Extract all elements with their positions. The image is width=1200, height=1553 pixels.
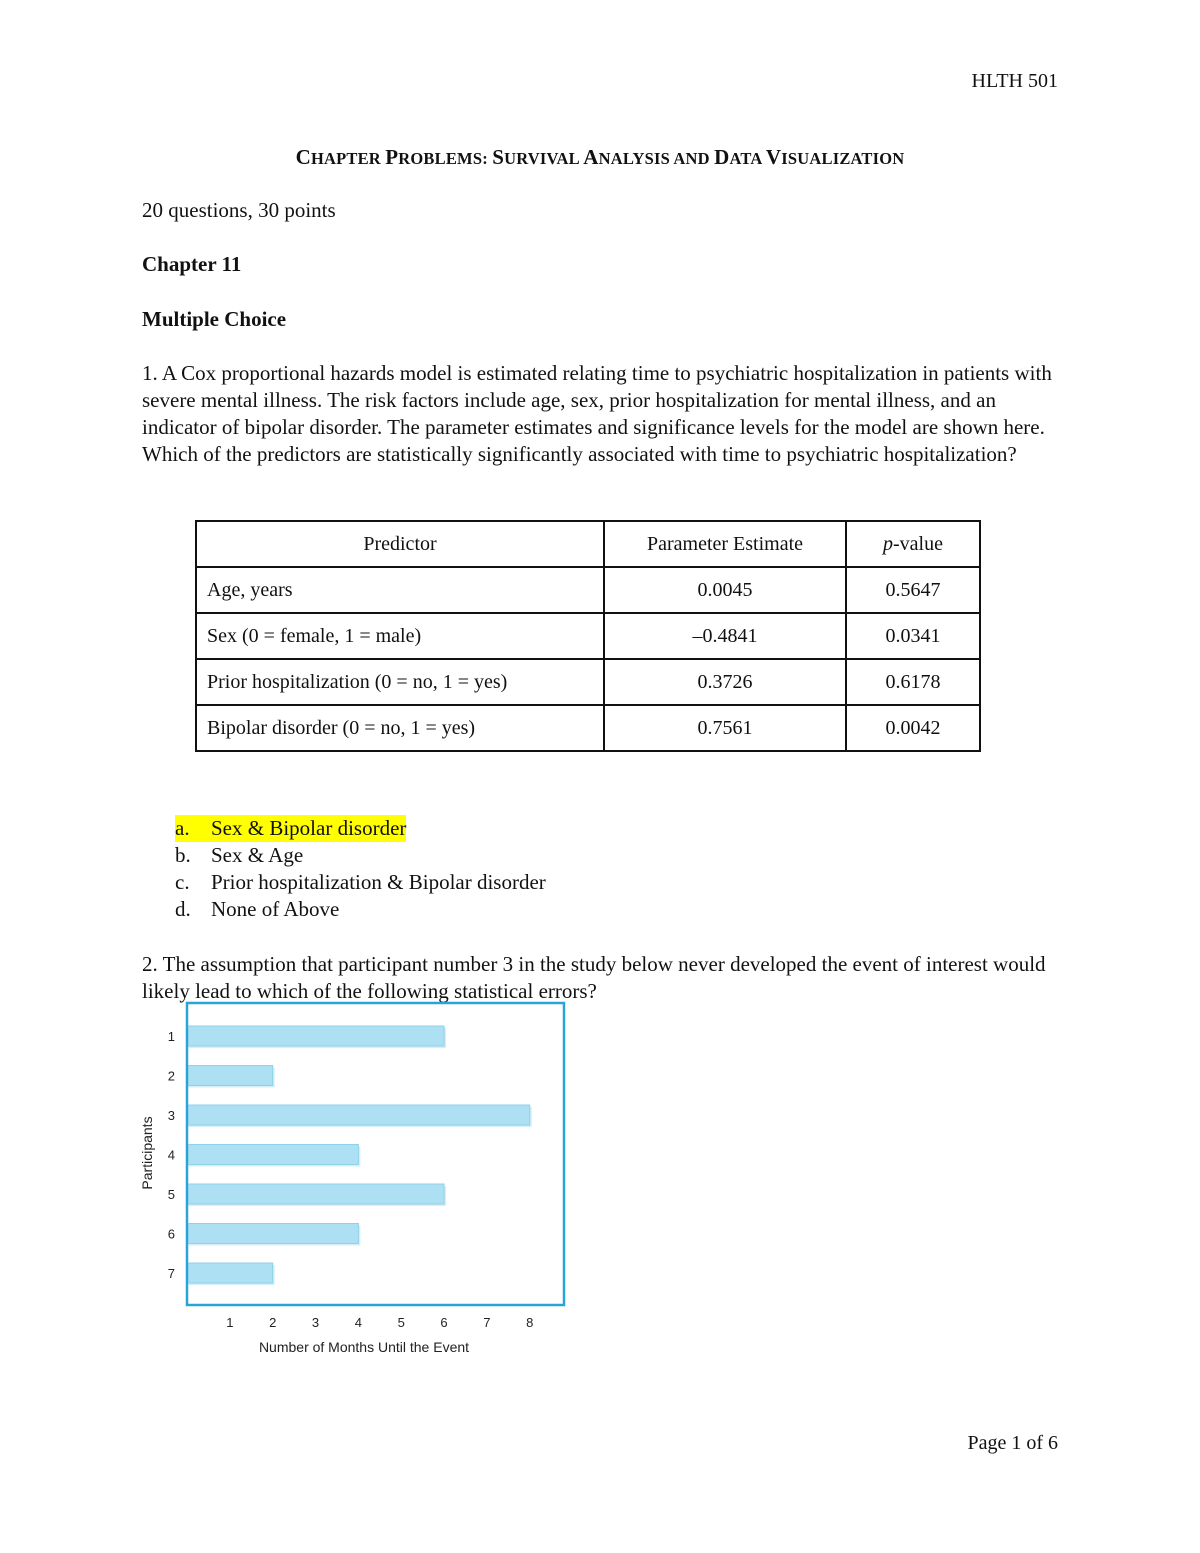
chapter-heading: Chapter 11 xyxy=(142,252,242,276)
question-1-text: 1. A Cox proportional hazards model is estimated relating time to psychiatric hospitalization in patients with severe mental illness. The risk factors include age, sex, prior hospitalization for mental illness, and an indicator of bipolar disorder. The parameter estimates and significance levels for the model are shown here. Which of the predictors are statistically significantly associated with time to psychiatric hospitalization? xyxy=(142,361,1052,466)
page-title xyxy=(0,145,1200,170)
y-axis-label: Participants xyxy=(139,1116,155,1190)
option-text: Prior hospitalization & Bipolar disorder xyxy=(211,870,546,894)
section-heading: Multiple Choice xyxy=(142,307,287,331)
question-2-text: 2. The assumption that participant number 3 in the study below never developed the event of interest would likely lead to which of the following statistical errors? xyxy=(142,952,1046,1003)
y-tick-label: 1 xyxy=(167,1029,175,1044)
pvalue-cell: 0.5647 xyxy=(846,567,980,613)
option-letter: c. xyxy=(175,870,190,894)
bar-participant-4 xyxy=(189,1145,359,1165)
answer-option-a[interactable] xyxy=(175,815,546,842)
pvalue-cell: 0.0341 xyxy=(846,613,980,659)
bar-participant-6 xyxy=(189,1224,359,1244)
title-part: CHAPTER xyxy=(295,145,386,169)
x-tick-label: 6 xyxy=(440,1315,448,1330)
course-header: HLTH 501 xyxy=(971,70,1058,92)
x-tick-label: 8 xyxy=(526,1315,534,1330)
predictor-cell: Bipolar disorder (0 = no, 1 = yes) xyxy=(196,705,604,751)
table-row xyxy=(196,659,980,705)
y-tick-label: 2 xyxy=(167,1068,175,1084)
title-part: SURVIVAL xyxy=(492,145,584,169)
page-number: Page 1 of 6 xyxy=(967,1432,1058,1454)
pvalue-cell: 0.6178 xyxy=(846,659,980,705)
estimate-cell: 0.7561 xyxy=(604,705,846,751)
parameter-table xyxy=(195,520,981,752)
answer-options xyxy=(175,815,546,923)
bar-participant-2 xyxy=(189,1066,273,1086)
option-text: Sex & Bipolar disorder xyxy=(211,816,407,840)
table-row xyxy=(196,705,980,751)
estimate-cell: 0.0045 xyxy=(604,567,846,613)
table-row xyxy=(196,613,980,659)
answer-option-c[interactable] xyxy=(175,869,546,896)
table-header-row xyxy=(196,521,980,567)
option-letter: a. xyxy=(175,815,211,842)
column-header-predictor: Predictor xyxy=(196,521,604,567)
y-tick-label: 3 xyxy=(167,1108,175,1123)
y-tick-label: 5 xyxy=(167,1187,175,1202)
survival-bar-chart xyxy=(130,1000,580,1360)
x-tick-label: 7 xyxy=(483,1315,491,1330)
bar-participant-1 xyxy=(189,1026,445,1046)
predictor-cell: Sex (0 = female, 1 = male) xyxy=(196,613,604,659)
option-text: Sex & Age xyxy=(211,843,304,867)
option-letter: b. xyxy=(175,843,191,867)
estimate-cell: –0.4841 xyxy=(604,613,846,659)
option-letter: d. xyxy=(175,897,191,921)
bar-participant-5 xyxy=(189,1184,445,1204)
estimate-cell: 0.3726 xyxy=(604,659,846,705)
x-axis-label: Number of Months Until the Event xyxy=(258,1339,470,1355)
column-header-estimate: Parameter Estimate xyxy=(604,521,846,567)
x-tick-label: 3 xyxy=(311,1315,320,1330)
title-part: PROBLEMS: xyxy=(385,145,493,169)
title-part: VISUALIZATION xyxy=(765,145,905,169)
answer-option-d[interactable] xyxy=(175,896,546,923)
pvalue-cell: 0.0042 xyxy=(846,705,980,751)
title-part: DATA xyxy=(714,145,766,169)
option-text: None of Above xyxy=(211,897,340,921)
y-tick-label: 4 xyxy=(167,1147,175,1163)
column-header-pvalue: p-value xyxy=(846,521,980,567)
answer-option-b[interactable] xyxy=(175,842,546,869)
predictor-cell: Age, years xyxy=(196,567,604,613)
bar-participant-7 xyxy=(189,1263,273,1283)
x-tick-label: 5 xyxy=(397,1315,405,1330)
predictor-cell: Prior hospitalization (0 = no, 1 = yes) xyxy=(196,659,604,705)
x-tick-label: 4 xyxy=(354,1315,362,1330)
bar-participant-3 xyxy=(189,1105,530,1125)
y-tick-label: 7 xyxy=(167,1266,175,1281)
x-tick-label: 1 xyxy=(226,1315,234,1330)
assignment-summary: 20 questions, 30 points xyxy=(142,198,336,222)
title-part: ANALYSIS AND xyxy=(583,145,715,169)
x-tick-label: 2 xyxy=(269,1315,277,1330)
y-tick-label: 6 xyxy=(167,1226,175,1242)
table-row xyxy=(196,567,980,613)
